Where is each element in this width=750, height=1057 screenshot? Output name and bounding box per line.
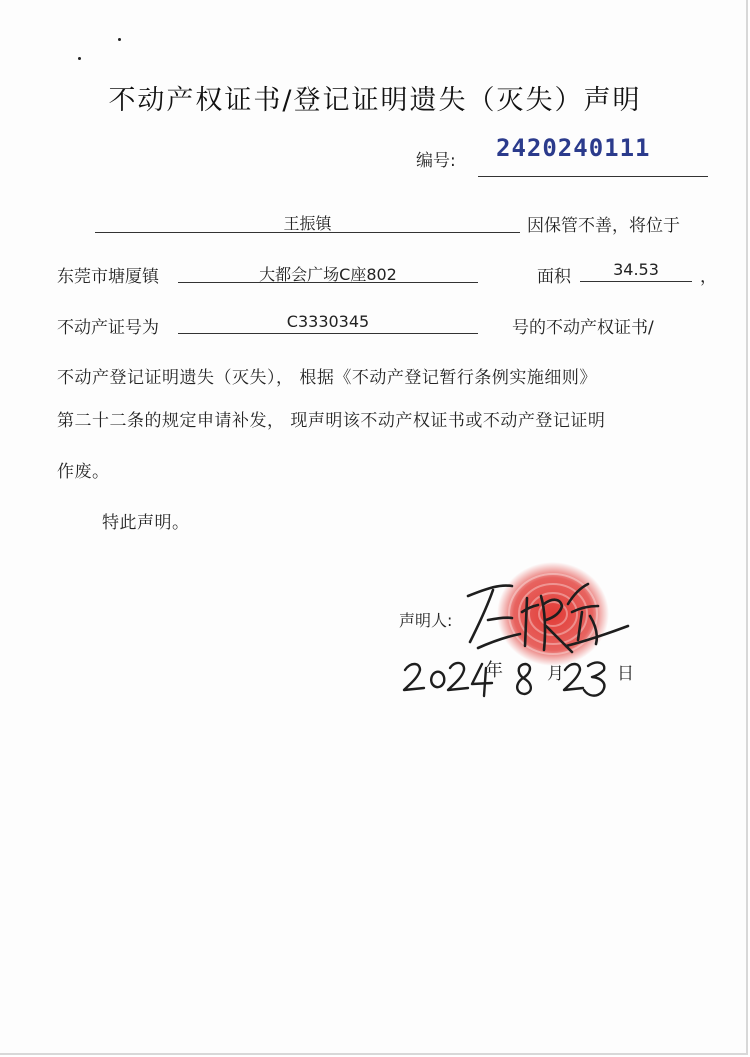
cert-number: C3330345 bbox=[286, 312, 370, 331]
closing-statement: 特此声明。 bbox=[102, 513, 190, 533]
area-comma: ， bbox=[700, 267, 717, 287]
document-number: 2420240111 bbox=[496, 134, 651, 162]
body-line-1: 不动产登记证明遗失（灭失）， 根据《不动产登记暂行条例实施细则》 bbox=[57, 368, 597, 388]
cert-label: 不动产证号为 bbox=[57, 318, 159, 338]
area-label: 面积 bbox=[537, 267, 571, 287]
line1-suffix: 因保管不善，将位于 bbox=[527, 216, 680, 236]
document-title: 不动产权证书/登记证明遗失（灭失）声明 bbox=[108, 85, 642, 116]
date-day-char: 日 bbox=[617, 664, 634, 684]
declarant-label: 声明人: bbox=[399, 611, 453, 630]
body-line-2: 第二十二条的规定申请补发， 现声明该不动产权证书或不动产登记证明 bbox=[57, 411, 606, 431]
handwritten-date bbox=[404, 663, 604, 696]
date-year-char: 年 bbox=[485, 660, 503, 681]
date-month-char: 月 bbox=[547, 664, 564, 684]
fingerprint-seal-icon bbox=[497, 562, 609, 666]
property-address: 大都会广场C座802 bbox=[259, 265, 397, 284]
body-line-3: 作废。 bbox=[57, 462, 110, 482]
line3-suffix: 号的不动产权证书/ bbox=[512, 318, 654, 338]
number-label: 编号: bbox=[416, 151, 456, 171]
area-value: 34.53 bbox=[613, 260, 659, 279]
location-prefix: 东莞市塘厦镇 bbox=[57, 267, 159, 287]
owner-name: 王振镇 bbox=[283, 214, 332, 233]
